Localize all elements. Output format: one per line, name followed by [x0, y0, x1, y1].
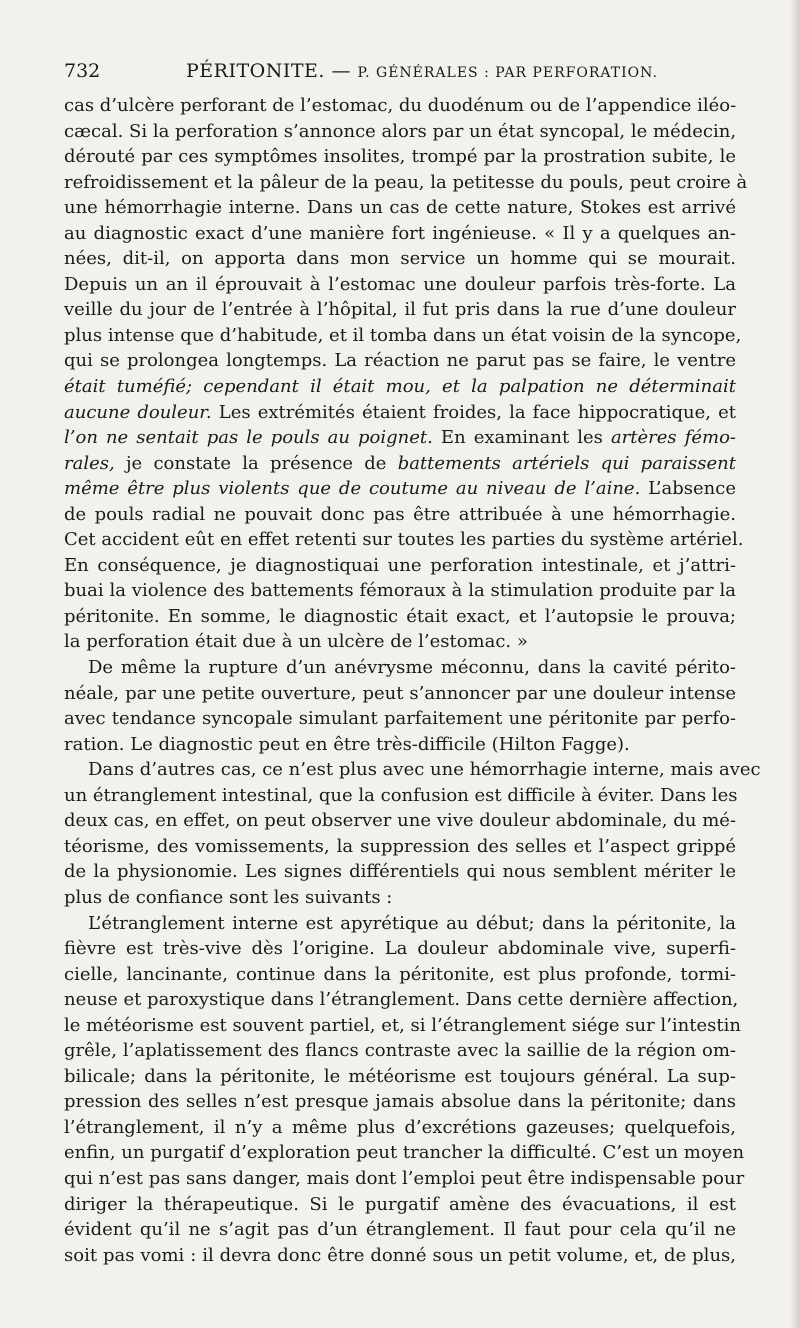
text-line: plus de confiance sont les suivants : [64, 886, 393, 908]
text-line-mixed [64, 451, 736, 477]
text-line: refroidissement et la pâleur de la peau, la petitesse du pouls, peut croire à [64, 171, 748, 193]
text-line: deux cas, en effet, on peut observer une vive douleur abdominale, du mé- [64, 810, 736, 832]
text-line: buai la violence des battements fémoraux à la stimulation produite par la [64, 580, 736, 602]
text-line-mixed [64, 400, 736, 426]
page-number: 732 [64, 60, 101, 82]
text-line: évident qu’il ne s’agit pas d’un étranglement. Il faut pour cela qu’il ne [64, 1219, 736, 1241]
text-line: au diagnostic exact d’une manière fort ingénieuse. « Il y a quelques an- [64, 222, 736, 244]
running-header [64, 60, 754, 90]
paragraph-start: De même la rupture d’un anévrysme méconnu, dans la cavité périto- [88, 657, 736, 679]
title-separator: — [331, 60, 351, 82]
italic-phrase: l’on ne sentait pas le pouls au poignet. [64, 427, 433, 449]
text-line: téorisme, des vomissements, la suppression des selles et l’aspect grippé [64, 835, 736, 857]
text-line: de pouls radial ne pouvait donc pas être attribuée à une hémorrhagie. [64, 503, 736, 525]
text-line: fièvre est très-vive dès l’origine. La douleur abdominale vive, superfi- [64, 938, 736, 960]
text-line: péritonite. En somme, le diagnostic était exact, et l’autopsie le prouva; [64, 605, 736, 627]
text-line: bilicale; dans la péritonite, le météorisme est toujours général. La sup- [64, 1065, 736, 1087]
text-line: En conséquence, je diagnostiquai une perforation intestinale, et j’attri- [64, 554, 736, 576]
italic-phrase: artères fémo- [610, 427, 737, 449]
section-subtitle: P. GÉNÉRALES : PAR PERFORATION. [357, 65, 658, 81]
text-line: qui n’est pas sans danger, mais dont l’emploi peut être indispensable pour [64, 1167, 745, 1189]
text-line: une hémorrhagie interne. Dans un cas de cette nature, Stokes est arrivé [64, 197, 736, 219]
text-line: avec tendance syncopale simulant parfaitement une péritonite par perfo- [64, 708, 736, 730]
paragraph-start: L’étranglement interne est apyrétique au début; dans la péritonite, la [88, 912, 736, 934]
italic-phrase: battements artériels qui paraissent [397, 452, 736, 474]
paragraph-start: Dans d’autres cas, ce n’est plus avec une hémorrhagie interne, mais avec [88, 759, 761, 781]
text-line: cas d’ulcère perforant de l’estomac, du duodénum ou de l’appendice iléo- [64, 95, 737, 116]
italic-phrase: même être plus violents que de coutume au niveau de l’aine. [64, 478, 641, 500]
text-line: cæcal. Si la perforation s’annonce alors par un état syncopal, le médecin, [64, 120, 737, 142]
text-line: ration. Le diagnostic peut en être très-difficile (Hilton Fagge). [64, 733, 630, 755]
text-line: Cet accident eût en effet retenti sur toutes les parties du système artériel. [64, 529, 744, 551]
text-line: nées, dit-il, on apporta dans mon service un homme qui se mourait. [64, 248, 736, 270]
roman-phrase: Les extrémités étaient froides, la face hippocratique, et [211, 401, 736, 423]
text-line: neuse et paroxystique dans l’étranglement. Dans cette dernière affection, [64, 989, 739, 1011]
text-line: Depuis un an il éprouvait à l’estomac une douleur parfois très-forte. La [64, 273, 736, 295]
text-line: qui se prolongea longtemps. La réaction ne parut pas se faire, le ventre [64, 350, 736, 372]
text-line: diriger la thérapeutique. Si le purgatif amène des évacuations, il est [64, 1193, 736, 1215]
text-line: pression des selles n’est presque jamais absolue dans la péritonite; dans [64, 1091, 736, 1113]
page-edge-shadow [790, 0, 800, 1328]
text-line: un étranglement intestinal, que la confusion est difficile à éviter. Dans les [64, 784, 738, 806]
chapter-title: PÉRITONITE. [186, 60, 325, 82]
roman-phrase: En examinant les [432, 427, 611, 449]
roman-phrase: je constate la présence de [114, 452, 398, 474]
text-line: dérouté par ces symptômes insolites, trompé par la prostration subite, le [64, 146, 736, 168]
text-line: enfin, un purgatif d’exploration peut trancher la difficulté. C’est un moyen [64, 1142, 745, 1164]
text-line-italic: était tuméfié; cependant il était mou, et la palpation ne déterminait [64, 376, 736, 398]
roman-phrase: L’absence [640, 478, 736, 500]
text-line: néale, par une petite ouverture, peut s’annoncer par une douleur intense [64, 682, 736, 704]
running-title [186, 60, 658, 82]
text-line: grêle, l’aplatissement des flancs contraste avec la saillie de la région om- [64, 1040, 736, 1062]
text-line: de la physionomie. Les signes différentiels qui nous semblent mériter le [64, 861, 736, 883]
italic-phrase: rales, [64, 452, 115, 474]
text-line-mixed [64, 476, 736, 502]
text-line: l’étranglement, il n’y a même plus d’excrétions gazeuses; quelquefois, [64, 1116, 736, 1138]
text-line: soit pas vomi : il devra donc être donné sous un petit volume, et, de plus, [64, 1244, 736, 1266]
body-text [64, 93, 761, 1268]
text-line: plus intense que d’habitude, et il tomba dans un état voisin de la syncope, [64, 324, 742, 346]
text-line: cielle, lancinante, continue dans la péritonite, est plus profonde, tormi- [64, 963, 736, 985]
text-line: la perforation était due à un ulcère de l’estomac. » [64, 631, 528, 653]
italic-phrase: aucune douleur. [64, 401, 212, 423]
text-line-mixed [64, 425, 736, 451]
text-line: veille du jour de l’entrée à l’hôpital, il fut pris dans la rue d’une douleur [64, 299, 736, 321]
text-line: le météorisme est souvent partiel, et, si l’étranglement siége sur l’intestin [64, 1014, 741, 1036]
